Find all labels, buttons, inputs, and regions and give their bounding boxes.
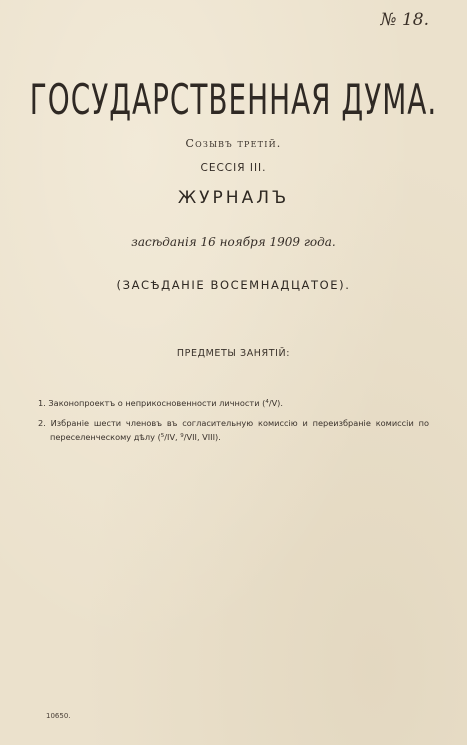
- item-text: Законопроектъ о неприкосновенности личности (: [48, 398, 266, 408]
- list-item: [38, 416, 429, 444]
- item-superscript: 9: [180, 433, 184, 439]
- item-tail: /VII, VIII).: [183, 432, 221, 442]
- subjects-heading: ПРЕДМЕТЫ ЗАНЯТІЙ:: [176, 348, 291, 359]
- list-item: [38, 396, 429, 410]
- item-tail: /IV,: [164, 432, 181, 442]
- page-title: ГОСУДАРСТВЕННАЯ ДУМА.: [29, 76, 438, 125]
- subjects-list: [38, 396, 429, 450]
- convocation-label: Созывъ третій.: [185, 137, 282, 150]
- item-number: 2.: [38, 418, 46, 428]
- meeting-date: засѣданія 16 ноября 1909 года.: [131, 235, 336, 249]
- journal-number: № 18.: [380, 10, 429, 30]
- journal-heading: ЖУРНАЛЪ: [177, 188, 290, 208]
- item-text: Избраніе шести членовъ въ согласительную комиссію и переизбраніе комиссіи по переселенческому дѣлу (: [50, 418, 429, 442]
- meeting-ordinal: (ЗАСѢДАНІЕ ВОСЕМНАДЦАТОЕ).: [116, 278, 351, 292]
- print-code: 10650.: [46, 712, 71, 720]
- item-superscript: 5: [160, 433, 165, 439]
- item-superscript: 4: [265, 399, 269, 405]
- item-number: 1.: [38, 398, 46, 408]
- item-tail: /V).: [268, 398, 283, 408]
- session-label: СЕССІЯ III.: [200, 162, 267, 174]
